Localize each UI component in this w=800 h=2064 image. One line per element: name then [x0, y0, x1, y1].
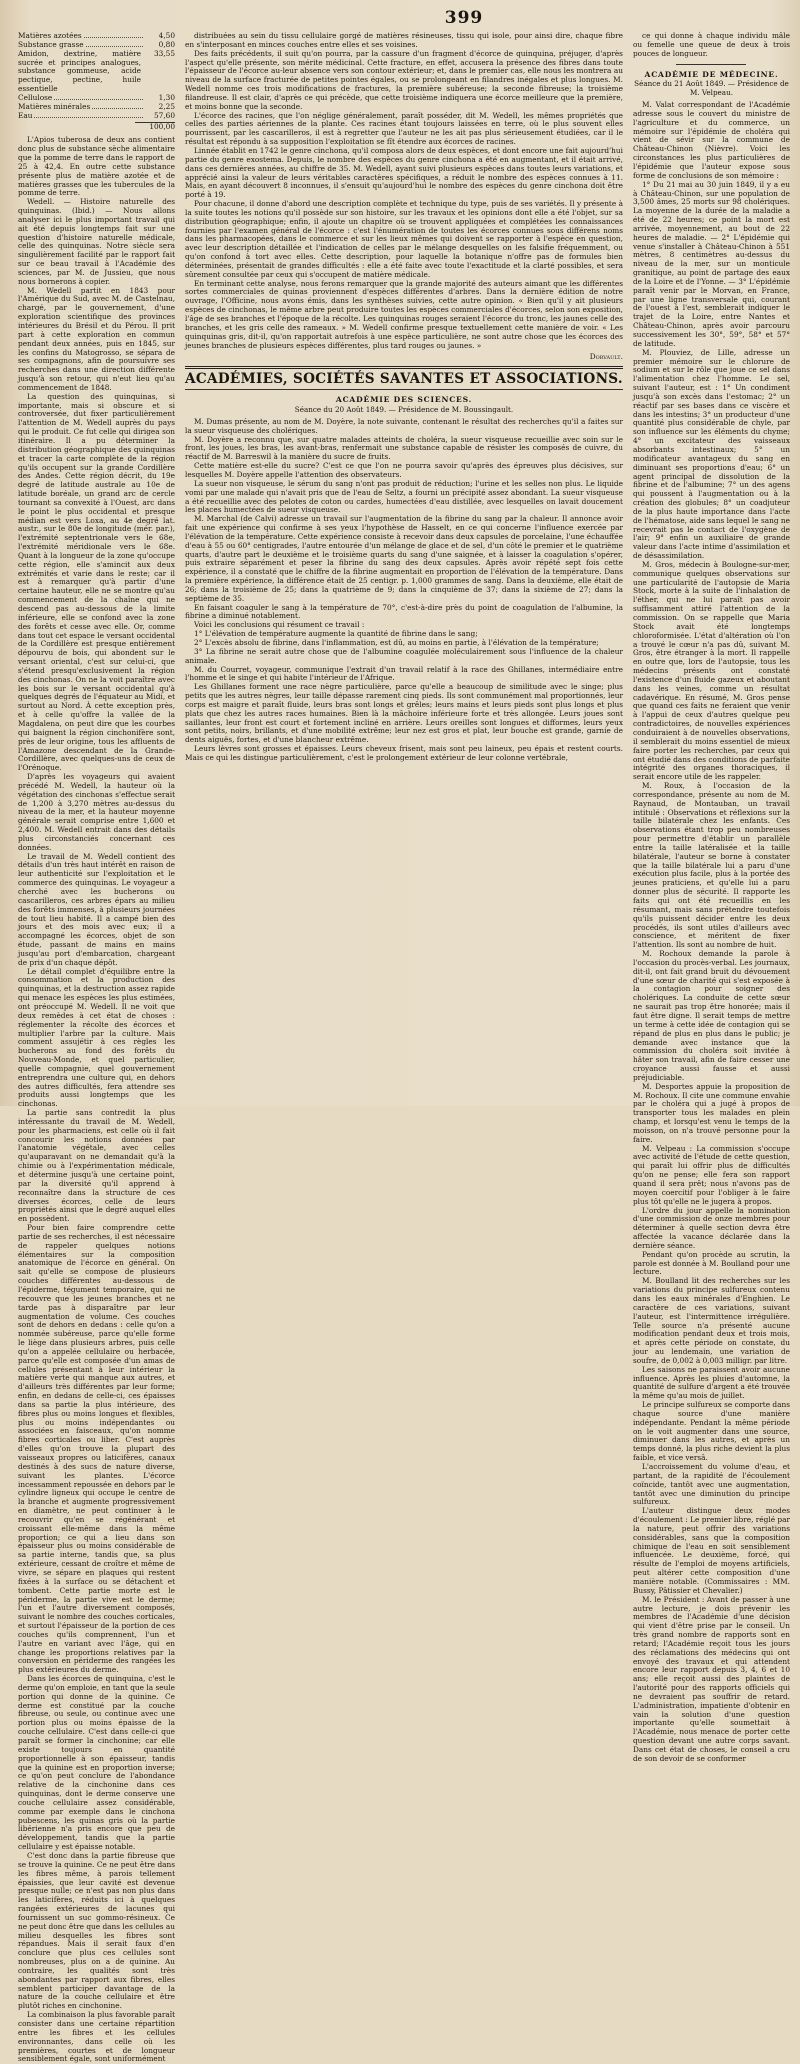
paragraph: M. Marchal (de Calvi) adresse un travail sur l'augmentation de la fibrine du sang par la chaleur. Il annonce avoir fait une expérience qui confirme à ses yeux l'hypothèse de Hasselt, en ce qui concerne l'influence exercée par l'élévation de la température. Cette expérience consiste à recevoir dans deux capsules de porcelaine, l'une échauffée d'eau à 55 ou 60° centigrades, l'autre entourée d'un mélange de glace et de sel, d'un côté le premier et le quatrième quarts, d'autre part le deuxième et le troisième quarts du sang d'une saignée, et à laisser la coagulation s'opérer, puis extraire séparément et peser la fibrine du sang des deux capsules. Après avoir répété sept fois cette expérience, il a constaté que le chiffre de la fibrine augmentait en proportion de l'élévation de la température. Dans la première expérience, la différence était de 25 centigr. p. 1,000 grammes de sang. Dans la deuxième, elle était de 26; dans la troisième de 25; dans la quatrième de 9; dans la cinquième de 37; dans la sixième de 27; dans la septième de 35. — [185, 514, 623, 603]
paragraph: Leurs lèvres sont grosses et épaisses. Leurs cheveux frisent, mais sont peu laineux, peu épais et restent courts. Mais ce qui les distingue particulièrement, c'est le prolongement extérieur de leur colonne vertébrale, — [185, 744, 623, 762]
composition-label: Matières minérales — [18, 101, 91, 111]
column-right — [632, 31, 790, 1763]
composition-label: Amidon, dextrine, matière sucrée et principes analogues, substance gommeuse, acide pectique, pectine, huile essentielle — [18, 48, 142, 94]
paragraph: 3° La fibrine ne serait autre chose que de l'albumine coagulée moléculairement sous l'influence de la chaleur animale. — [185, 646, 623, 665]
paragraph: M. Gros, médecin à Boulogne-sur-mer, communique quelques observations sur une particularité de l'autopsie de Maria Stock, morte à la suite de l'inhalation de l'éther, qui ne lui paraît pas avoir suffisamment attiré l'attention de la commission. On se rappelle que Maria Stock avait été longtemps chloroformisée. L'état d'altération où l'on a trouvé le cœur n'a pas dû, suivant M. Gros, être étranger à la mort. Il rappelle en outre que, lors de l'autopsie, tous les médecins présents ont constaté l'existence d'un fluide gazeux et aboutant dans les veines, comme un résultat cadavérique. En résumé, M. Gros pense que quand ces faits ne feraient que venir à l'appui de ceux d'autres quelque peu contradictoires, de nouvelles expériences conduiraient à de nouvelles observations, il semblerait du moins essentiel de mieux faire porter les recherches, par ceux qui ont étudié dans des conditions de parfaite intégrité des organes thoraciques, il serait encore utile de les rappeler. — [632, 559, 790, 782]
paragraph: La partie sans contredit la plus intéressante du travail de M. Wedell, pour les pharmaciens, est celle où il fait concourir les notions données par l'anatomie végétale, avec celles qu'auparavant on ne demandait qu'à la chimie ou à l'expérimentation médicale, et détermine jusqu'à une certaine point, par la diversité qu'il apprend à reconnaître dans la structure de ces diverses écorces, celle de leurs propriétés ainsi que le degré auquel elles en possèdent. — [18, 1108, 176, 1224]
paragraph: En faisant coaguler le sang à la température de 70°, c'est-à-dire près du point de coagulation de l'albumine, la fibrine a diminué notablement. — [185, 602, 623, 621]
column-middle-text-top — [185, 32, 623, 350]
paragraph: Dans les écorces de quinquina, c'est le derme qu'on emploie, en tant que la seule portion qui donne de la quinine. Ce derme est constitué par la couche fibreuse, ou seule, ou continue avec une portion plus ou moins épaisse de la couche cellulaire. C'est dans celle-ci que paraît se former la cinchonine; car elle existe toujours en quantité proportionnelle à son épaisseur, tandis que la quinine est en proportion inverse; ce qu'on peut conclure de l'abondance relative de la cinchonine dans ces quinquinas, dont le derme conserve une couche cellulaire assez considérable, comme par exemple dans le cinchona pubescens, les quinas gris où la partie libérienne n'a pris encore que peu de développement, tandis que la partie cellulaire y est épaisse notable. — [18, 1674, 176, 1852]
paragraph: 1° L'élévation de température augmente la quantité de fibrine dans le sang; — [194, 629, 478, 639]
academie-sciences-heading: ACADÉMIE DES SCIENCES. — [335, 395, 473, 405]
leader-dots — [86, 46, 143, 47]
paragraph: M. Doyère a reconnu que, sur quatre malades atteints de choléra, la sueur visqueuse recueillie avec soin sur le front, les joues, les bras, les avant-bras, renfermait une substance capable de résister les composés de cuivre, du réactif de M. Barreswil à la manière du sucre de fruits. — [185, 434, 623, 462]
paragraph: La combinaison la plus favorable paraît consister dans une certaine répartition entre les fibres et les cellules environnantes, dans celle où les premières, courtes et de longueur sensiblement égale, sont uniformément — [18, 2010, 176, 2064]
paragraph: La question des quinquinas, si importante, mais si obscure et si controversée, dut fixer particulièrement l'attention de M. Wedell auprès du pays qui le produit. Ce fut celle qui dirigea son itinéraire. Il a pu déterminer la distribution géographique des quinquinas et tracer la carte complète de la région qu'ils occupent sur la grande Cordillère des Andes. Cette région décrit, du 19e degré de latitude australe au 10e de latitude boréale, un grand arc de cercle tournant sa convexité à l'Ouest, arc dans le point le plus occidental et presque médian est vers Loxa, au 4e degré lat. austr., sur le 80e de longitude (mér. par.), l'extrémité septentrionale vers le 68e, l'extrémité méridionale vers le 68e. Quant à la longueur de la zone qu'occupe cette région, elle s'amincit aux deux extrémités et varie dans le reste; car il est à remarquer qu'à partir d'une certaine hauteur, elle ne se montre qu'au commencement de la chaîne qui ne descend pas au-dessous de la limite inférieure, elle se confond avec la zone des forêts et cesse avec elle. Or, comme dans tout cet espace le versant occidental de la Cordillère est presque entièrement dépourvu de bois, qui abondent sur le versant oriental, c'est sur celui-ci, que s'étend presqu'exclusivement la région des cinchonas. On ne la voit paraître avec les bois sur le versant occidental qu'à quelques degrés de l'équateur au Midi, et surtout au Nord. À cette exception près, et à celle qu'offre la vallée de la Magdalena, on peut dire que les courbes qui baignent la région cinchonifère sont, près de leur origine, tous les affluents de l'Amazone descendant de la Grande-Cordillère, avec quelques-uns de ceux de l'Orénoque. — [18, 391, 176, 773]
paragraph: Pendant qu'on procède au scrutin, la parole est donnée à M. Boulland pour une lecture. — [632, 1249, 790, 1277]
column-middle-text-bottom — [185, 418, 623, 763]
leader-dots — [34, 117, 143, 118]
paragraph: L'Apios tuberosa de deux ans contient donc plus de substance sèche alimentaire que la pomme de terre dans le rapport de 25 à 42,4. En outre cette substance présente plus de matière azotée et de matières grasses que les tubercules de la pomme de terre. — [18, 135, 176, 198]
section-rule-bottom — [185, 389, 623, 390]
paragraph: 1° Du 21 mai au 30 juin 1849, il y a eu à Château-Chinon, sur une population de 3,500 âmes, 25 morts sur 98 cholériques. La moyenne de la durée de la maladie a été de 22 heures; ce point la mort est arrivée, moyennement, au bout de 22 heures de maladie. — 2° L'épidémie qui venue s'installer à Château-Chinon à 551 mètres, 8 centimètres au-dessus du niveau de la mer, sur un monticule granitique, au point de partage des eaux de la Loire et de l'Yonne. — 3° L'épidémie paraît venir par le Morvan, en France, par une ligne transversale qui, courant de l'ouest à l'est, semblerait indiquer le trajet de la Loire, entre Nantes et Château-Chinon, après avoir parcouru successivement les 30°, 59°, 58° et 57° de latitude. — [632, 179, 790, 348]
composition-value: 1,30 — [158, 92, 176, 102]
paragraph: M. Valat correspondant de l'Académie adresse sous le couvert du ministre de l'agriculture et du commerce, un mémoire sur l'épidémie de choléra qui vient de sévir sur la commune de Château-Chinon (Nièvre). Voici les circonstances les plus particulières de l'épidémie que l'auteur expose sous forme de conclusions de son mémoire : — [632, 100, 790, 180]
paragraph: Linnée établit en 1742 le genre cinchona, qu'il composa alors de deux espèces, et dont encore une fait aujourd'hui partie du genre exostema. Depuis, le nombre des espèces du genre cinchona a été en augmentant, et il était arrivé, dans ces dernières années, au chiffre de 35. M. Wedell, ayant suivi plusieurs espèces dans toutes leurs variations, et apprécié ainsi la valeur de leurs véritables caractères spécifiques, a réduit le nombre des espèces connues à 11. Mais, en ayant découvert 8 inconnues, il s'ensuit qu'aujourd'hui le nombre des espèces du genre cinchona doit être porté à 19. — [185, 145, 623, 200]
paragraph: M. Velpeau : La commission s'occupe avec activité de l'étude de cette question, qui paraît lui offrir plus de difficultés qu'on ne pense; elle fera son rapport quand il sera prêt; nous n'avons pas de moyen coercitif pour l'obliger à le faire plus tôt qu'elle ne le jugera à propos. — [632, 1143, 790, 1206]
paragraph: Voici les conclusions qui résument ce travail : — [194, 620, 365, 630]
paragraph: La sueur non visqueuse, le sérum du sang n'ont pas produit de réduction; l'urine et les selles non plus. Le liquide vomi par une malade qui n'avait pris que de l'eau de Seltz, a fourni un précipité assez abondant. La sueur visqueuse a été recueillie avec des pelotes de coton ou cardes, humectées d'eau distillée, avec lesquelles on lavait doucement les places humectées de sueur visqueuse. — [185, 478, 623, 515]
composition-row — [18, 103, 175, 112]
academie-medecine-heading: ACADÉMIE DE MÉDECINE. — [644, 69, 779, 79]
paragraph: D'après les voyageurs qui avaient précédé M. Wedell, la hauteur où la végétation des cinchonas s'effectue serait de 1,200 à 3,270 mètres au-dessus du niveau de la mer, et la hauteur moyenne générale serait comprise entre 1,600 et 2,400. M. Wedell entrait dans des détails plus circonstanciés concernant ces données. — [18, 772, 176, 852]
leader-dots — [84, 37, 143, 38]
composition-table — [18, 32, 175, 120]
paragraph: L'ordre du jour appelle la nomination d'une commission de onze membres pour déterminer à quelle section devra être affectée la vacance déclarée dans la dernière séance. — [632, 1205, 790, 1250]
page-number: 399 — [444, 8, 484, 28]
paragraph: En terminant cette analyse, nous ferons remarquer que la grande majorité des auteurs aimant que les différentes sortes commerciales de quinas proviennent d'espèces différentes d'arbres. Dans la dernière édition de notre ouvrage, l'Officine, nous avons émis, dans les synthèses suivies, cette autre opinion. « Bien qu'il y ait plusieurs espèces de cinchonas, le même arbre peut produire toutes les espèces commerciales d'écorces, selon son exposition, l'âge de ses branches et l'époque de la récolte. Les quinquinas rouges seraient l'écorce du tronc, les jaunes celle des branches, et les gris celle des rameaux. » M. Wedell confirme presque textuellement cette manière de voir. « Les quinquinas gris, dit-il, qu'on rapportait autrefois à une espèce particulière, ne sont autre chose que les écorces des jeunes branches de plusieurs espèces différentes, plus tard rouges ou jaunes. » — [185, 278, 623, 350]
separator-rule — [676, 64, 746, 65]
composition-label: Substance grasse — [18, 39, 84, 49]
seance-sciences: Séance du 20 Août 1849. — Présidence de M. Boussingault. — [294, 405, 514, 415]
column-right-text — [633, 101, 790, 1764]
composition-row — [18, 112, 175, 121]
composition-value: 57,60 — [154, 110, 176, 120]
composition-value: 2,25 — [158, 101, 176, 111]
paragraph: Le travail de M. Wedell contient des détails d'un très haut intérêt en raison de leur authenticité sur l'exploitation et le commerce des quinquinas. Le voyageur a cherché avec les bucherons ou cascarilleros, ces arbres épars au milieu des forêts immenses, à plusieurs journées de tout lieu habité. Il a campé bien des jours et des mois avec eux; il a accompagné les écorces, objet de son étude, passant de mains en mains jusqu'au port d'embarcation, chargeant de prix d'un chaque dépôt. — [18, 851, 176, 967]
paragraph: Wedell. — Histoire naturelle des quinquinas. (Ibid.) — Nous allons analyser ici le plus important travail qui ait été depuis longtemps fait sur une question d'histoire naturelle médicale, celle des quinquinas. Notre siècle sera singulièrement facilité par le rapport fait sur ce beau travail à l'Académie des sciences, par M. de Jussieu, que nous nous bornerons à copier. — [18, 197, 176, 286]
paragraph: distribuées au sein du tissu cellulaire gorgé de matières résineuses, tissu qui isole, pour ainsi dire, chaque fibre en s'interposant en minces couches entre elles et ses voisines. — [185, 31, 623, 49]
leader-dots — [54, 99, 143, 100]
columns — [18, 31, 790, 2064]
composition-label: Matières azotées — [18, 31, 82, 40]
paragraph: ce qui donne à chaque individu mâle ou femelle une queue de deux à trois pouces de longueur. — [632, 31, 790, 58]
composition-row — [18, 50, 175, 94]
section-title: ACADÉMIES, SOCIÉTÉS SAVANTES ET ASSOCIATIONS. — [185, 371, 623, 388]
paragraph: L'accroissement du volume d'eau, et partant, de la rapidité de l'écoulement coïncide, tantôt avec une augmentation, tantôt avec une diminution du principe sulfureux. — [632, 1462, 790, 1507]
paragraph: C'est donc dans la partie fibreuse que se trouve la quinine. Ce ne peut être dans les fibres même, à parois tellement épaissies, que leur cavité est devenue presque nulle; ce n'est pas non plus dans les laticifères, réduits ici à quelques rangées extérieures de lacunes qui fournissent un suc gommo-résineux. Ce ne peut donc être que dans les cellules au milieu desquelles les fibres sont répandues. Mais il serait faux d'en conclure que plus ces cellules sont nombreuses, plus on a de quinine. Au contraire, les qualités sont très abondantes par rapport aux fibres, elles semblent participer davantage de la nature de la couche cellulaire et être plutôt riches en cinchonine. — [18, 1850, 176, 2011]
paragraph: M. Wedell partit en 1843 pour l'Amérique du Sud, avec M. de Castelnau, chargé, par le gouvernement, d'une exploration scientifique des provinces intérieures du Brésil et du Pérou. Il prit part à cette exploration en commun pendant deux années, puis en 1845, sur les confins du Matogrosso, se sépara de ses compagnons, afin de poursuivre ses recherches dans une direction différente jusqu'à son retour, qui n'eut lieu qu'au commencement de 1848. — [18, 285, 176, 392]
paragraph: M. Roux, à l'occasion de la correspondance, présente au nom de M. Raynaud, de Montauban, un travail intitulé : Observations et réflexions sur la taille bilatérale chez les enfants. Ces observations étant trop peu nombreuses pour permettre d'établir un parallèle entre la taille latéralisée et la taille bilatérale, l'auteur se borne à constater que la taille bilatérale lui a paru d'une exécution plus facile, plus à la portée des jeunes praticiens, et qu'elle lui a paru donner plus de sécurité. Il rapporte les faits qui ont été recueillis en les résumant, mais sans prétendre toutefois qu'ils puissent décider entre les deux procédés, ils sont utiles d'ailleurs avec conscience, et méritent de fixer l'attention. Ils sont au nombre de huit. — [632, 781, 790, 950]
section-rule — [185, 366, 623, 369]
column-middle — [185, 32, 623, 1098]
paragraph: Cette matière est-elle du sucre? C'est ce que l'on ne pourra savoir qu'après des épreuves plus décisives, sur lesquelles M. Doyère appelle l'attention des observateurs. — [185, 461, 623, 479]
composition-value: 33,55 — [154, 48, 176, 58]
composition-value: 0,80 — [158, 39, 176, 49]
composition-label: Cellulose — [18, 92, 53, 102]
paragraph: Pour bien faire comprendre cette partie de ses recherches, il est nécessaire de rappeler quelques notions élémentaires sur la composition anatomique de l'écorce en général. On sait qu'elle se compose de plusieurs couches différentes au-dessous de l'épiderme, tégument temporaire, qui ne recouvre que les jeunes branches et ne tarde pas à disparaître par leur augmentation de volume. Ces couches sont de dehors en dedans : celle qu'on a nommée subéreuse, parce qu'elle forme le liège dans plusieurs arbres, puis celle qu'on a appelée cellulaire ou herbacée, parce qu'elle est composée d'un amas de cellules présentant à leur intérieur la matière verte qui manque aux autres, et d'ailleurs très différentes par leur forme; enfin, en dedans de celle-ci, ces épaisses dans sa partie la plus intérieure, des fibres plus ou moins longues et flexibles, plus ou moins indépendantes ou associées en faisceaux, qu'on nomme fibres corticales ou liber. C'est auprès d'elles qu'on trouve la plupart des vaisseaux propres ou laticifères, canaux destinés à des sucs de nature diverse, suivant les plantes. L'écorce incessamment repoussée en dehors par le cylindre ligneux qui occupe le centre de la branche et augmente progressivement en diamètre, ne peut continuer à le recouvrir qu'en se régénérant et croissant elle-même dans la même proportion; ce qui a lieu dans son épaisseur plus ou moins considérable de sa partie interne, tandis que, sa plus extérieure, cessant de croître et même de vivre, se sépare en plaques qui restent fixées à la surface ou se détachent et tombent. Cette partie morte est le périderme, la partie vive est le derme; l'un et l'autre diversement composés, suivant le nombre des couches corticales, et surtout l'épaisseur de la portion de ces couches qu'ils comprennent, l'un et l'autre en variant avec l'âge, qui en change les proportions relatives par la conversion en périderme des rangées les plus extérieures du derme. — [18, 1223, 176, 1675]
paragraph: Les Ghillanes forment une race nègre particulière, parce qu'elle a beaucoup de similitude avec le singe; plus petits que les autres nègres, leur taille dépasse rarement cinq pieds. Ils sont communément mal proportionnés, leur corps est maigre et paraît fluide, leurs bras sont longs et grêles; leurs mains et leurs pieds sont plus longs et plus plats que chez les autres races humaines. Bien là la mâchoire inférieure forte et très allongée. Leurs joues sont saillantes, leur front est court et fortement incliné en arrière. Leurs oreilles sont longues et difformes, leurs yeux sont petits, noirs, brillants, et d'une mobilité extrême; leur nez est gros et plat, leur bouche est grande, garnie de dents aiguës, fortes, et d'une blancheur extrême. — [185, 682, 623, 745]
seance-medecine: Séance du 21 Août 1849. — Présidence de M. Velpeau. — [634, 79, 789, 98]
paragraph: L'écorce des racines, que l'on néglige généralement, paraît posséder, dit M. Wedell, les mêmes propriétés que celles des parties aériennes de la plante. Ces racines étant toujours laissées en terre, où le plus souvent elles pourrissent, par les cascarilleros, il est à regretter que l'auteur ne les ait pas plus sérieusement étudiées, car il le résultat est répondu à sa supposition l'exploitation se fît étendre aux écorces de racines. — [185, 110, 623, 147]
paragraph: M. Desportes appuie la proposition de M. Rochoux. Il cite une commune envahie par le choléra qui a jugé à propos de transporter tous les malades en plein champ, et lorsqu'est venu le temps de la moisson, on n'a trouvé personne pour la faire. — [632, 1081, 790, 1144]
paragraph: Les saisons ne paraissent avoir aucune influence. Après les pluies d'automne, la quantité de sulfure d'argent a été trouvée la même qu'au mois de juillet. — [632, 1364, 790, 1401]
paragraph: Le principe sulfureux se comporte dans chaque source d'une manière indépendante. Pendant la même période on le voit augmenter dans une source, diminuer dans les autres, et après un temps donné, la plus riche devient la plus faible, et vice versâ. — [632, 1400, 790, 1463]
paragraph: M. Boulland lit des recherches sur les variations du principe sulfureux contenu dans les eaux minérales d'Enghien. Le caractère de ces variations, suivant l'auteur, est l'intermittence irrégulière. Telle source n'a présenté aucune modification pendant deux et trois mois, et après cette période on constate, du jour au lendemain, une variation de soufre, de 0,002 à 0,003 milligr. par litre. — [632, 1276, 790, 1365]
column-left — [18, 31, 176, 2064]
paragraph: M. Dumas présente, au nom de M. Doyère, la note suivante, contenant le résultat des recherches qu'il a faites sur la sueur visqueuse des cholériques. — [185, 416, 623, 435]
composition-value: 4,50 — [158, 31, 176, 40]
leader-dots — [92, 108, 143, 109]
paragraph: M. Rochoux demande la parole à l'occasion du procès-verbal. Les journaux, dit-il, ont fait grand bruit du dévouement d'une sœur de charité qui s'est exposée à la contagion pour soigner des cholériques. La conduite de cette sœur ne saurait pas trop être honorée; mais il faut être digne. Il serait temps de mettre un terme à cette idée de contagion qui se répand de plus en plus dans le public; je demande avec instance que la commission du choléra soit invitée à hâter son travail, afin de faire cesser une croyance aussi fausse et aussi préjudiciable. — [632, 949, 790, 1082]
composition-label: Eau — [18, 110, 33, 120]
paragraph: L'auteur distingue deux modes d'écoulement : Le premier libre, réglé par la nature, peut offrir des variations considérables, sans que la composition chimique de l'eau en soit sensiblement influencée. Le deuxième, forcé, qui résulte de l'emploi de moyens artificiels, peut altérer cette composition d'une manière notable. (Commissaires : MM. Bussy, Pâtissier et Chevalier.) — [632, 1506, 790, 1595]
paragraph: M. le Président : Avant de passer à une autre lecture, je dois prévenir les membres de l'Académie d'une décision qui vient d'être prise par le conseil. Un très grand nombre de rapports sont en retard; l'Académie reçoit tous les jours des réclamations des médecins qui ont envoyé des travaux et qui attendent encore leur rapport depuis 3, 4, 6 et 10 ans; elle reçoit aussi des plaintes de l'autorité pour des rapports officiels qui ne devraient pas souffrir de retard. L'administration, impatiente d'obtenir en vain la solution d'une question importante qu'elle soumettait à l'Académie, nous menace de porter cette question devant une autre corps savant. Dans cet état de choses, le conseil a cru de son devoir de se conformer — [632, 1594, 790, 1763]
paragraph: Pour chacune, il donne d'abord une description complète et technique du type, puis de ses variétés. Il y présente à la suite toutes les notions qu'il possède sur son histoire, sur les travaux et les opinions dont elle a été l'objet, sur sa distribution géographique; enfin, il ajoute un chapitre où se trouvent appliquées et complétées les connaissances fournies par l'examen général de l'écorce : c'est l'énumération de toutes les écorces connues sous différens noms dans les pharmacopées, dans le commerce et sur les lieux mêmes qui doivent se rapporter à l'espèce en question, avec leur description détaillée et l'indication de celles par le mélange desquelles on les falsifie fréquemment, ou qu'on confond à tort avec elles. Cette description, pour laquelle la botanique n'offre pas de formules bien déterminées, présentait de grandes difficultés : elle a été faite avec toute l'exactitude et la clarté possibles, et sera sûrement consultée par ceux qui s'occupent de matière médicale. — [185, 199, 623, 279]
paragraph: 2° L'excès absolu de fibrine, dans l'inflammation, est dû, au moins en partie, à l'élévation de la température; — [194, 638, 599, 647]
paragraph: Le détail complet d'équilibre entre la consommation et la production des quinquinas, et la destruction assez rapide qui menace les espèces les plus estimées, ont préoccupé M. Wedell. Il ne voit que deux remèdes à cet état de choses : réglementer la récolte des écorces et multiplier l'arbre par la culture. Mais comment assujétir à ces règles les bucherons au fond des forêts du Nouveau-Monde, et quel particulier, quelle compagnie, quel gouvernement entreprendra une culture qui, en dehors des autres difficultés, fera attendre ses produits aussi longtemps que les cinchonas. — [18, 966, 176, 1109]
paragraph: Des faits précédents, il suit qu'on pourra, par la cassure d'un fragment d'écorce de quinquina, préjuger, d'après l'aspect qu'elle présente, son mérite médicinal. Cette fracture, en effet, accusera la présence des fibres dans toute l'épaisseur de l'écorce au-leur absence vers son contour extérieur; et, dans le premier cas, elle nous les montrera au niveau de la surface fracturée de petites pointes égales, ou se prolongeant en filandres inégales et plus longues. M. Wedell nomme ces trois modifications de fractures, la première subéreuse; la seconde fibreuse; la troisième filandreuse. Il est clair, d'après ce qui précède, que cette troisième indiquera une écorce meilleure que la première, et moins bonne que la seconde. — [185, 48, 623, 111]
paragraph: M. du Courret, voyageur, communique l'extrait d'un travail relatif à la race des Ghillanes, intermédiaire entre l'homme et le singe et qui habite l'intérieur de l'Afrique. — [185, 664, 623, 683]
column-right-text-top — [633, 32, 790, 59]
paragraph: M. Plouviez, de Lille, adresse un premier mémoire sur le chlorure de sodium et sur le rôle que joue ce sel dans l'alimentation chez l'homme. Le sel, suivant l'auteur, est : 1° Un condiment jusqu'à son excès dans l'estomac; 2° un réactif par ses bases dans ce viscère et dans les intestins; 3° un producteur d'une quantité plus considérable de chyle, par son influence sur les éléments du chyme; 4° un excitateur des vaisseaux absorbants intestinaux; 5° un modificateur avantageux du sang en diminuant ses proportions d'eau; 6° un agent principal de dissolution de la fibrine et de l'albumine; 7° un des agens qui poussent à l'augmentation ou à la création des globules; 8° un coadjuteur de la plus haute importance dans l'acte de l'hématose, aide sans lequel le sang ne recevrait pas le contact de l'oxygène de l'air; 9° enfin un auxiliaire de grande valeur dans l'acte intime d'assimilation et de désassimilation. — [632, 347, 790, 561]
composition-total: 100,00 — [135, 122, 175, 132]
author-signature: Dorvault. — [589, 352, 623, 362]
column-left-text — [18, 136, 175, 2064]
